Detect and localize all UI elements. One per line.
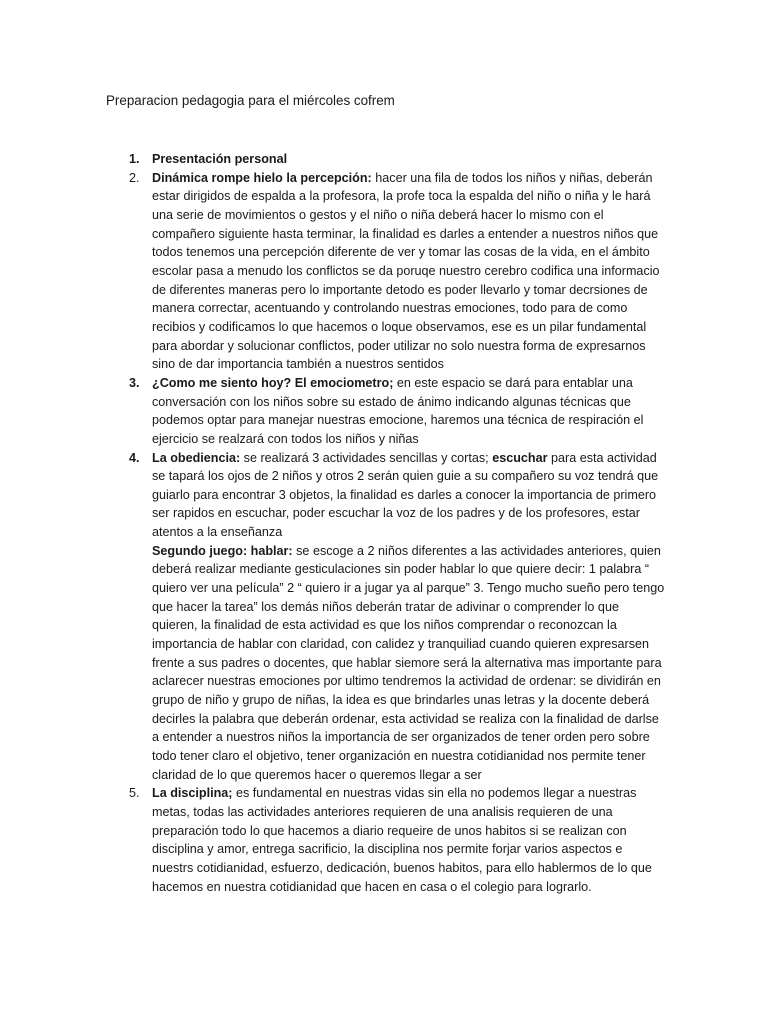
item-text: hacer una fila de todos los niños y niñas, deberán estar dirigidos de espalda a la profesora, la profe toca la espalda del niño o niña y le hará una serie de movimientos o gestos y el niño o niña deberá hacer lo mismo con el compañero siguiente hasta terminar, la finalidad es darles a entender a nuestros niños que todos tenemos una percepción diferente de ver y tomar las cosas de la vida, en el ámbito escolar pasa a menudo los conflictos se da poruqe nuestro cerebro codifica una informacio de diferentes maneras pero lo importante detodo es poder llevarlo y tomar decrsiones de manera correctar, acentuando y controlando nuestras emociones, todo para de como recibios y codificamos lo que hacemos o loque observamos, ese es un pilar fundamental para abordar y solucionar conflictos, poder utilizar no solo nuestra forma de expresarnos sino de dar importancia también a nuestros sentidos <box>152 170 660 372</box>
item-subsection <box>152 542 667 785</box>
activity-list <box>0 150 768 896</box>
subsection-text: se escoge a 2 niños diferentes a las actividades anteriores, quien deberá realizar mediante gesticulaciones sin poder hablar lo que quiere decir: 1 palabra “ quiero ver una película” 2 “ quiero ir a jugar ya al parque” 3. Tengo mucho sueño pero tengo que hacer la tarea” los demás niños deberán tratar de adivinar o comprender lo que quieren, la finalidad de esta actividad es que los niños comprendar o reconozcan la importancia de hablar con claridad, con calidez y tranquiliad cuando quieren expresarsen frente a sus padres o docentes, que hablar siemore será la alternativa mas importante para aclarecer nuestras emociones por ultimo tendremos la actividad de ordenar: se dividirán en grupo de niño y grupo de niñas, la idea es que brindarles unas letras y la docente deberá decirles la palabra que deberán ordenar, esta actividad se realiza con la finalidad de darlse a entender a nuestros niños la importancia de ser organizados de tener orden pero sobre todo tener claro el objetivo, tener organización en nuestra cotidianidad nos permite tener claridad de lo que queremos hacer o queremos llegar a ser <box>152 543 665 782</box>
item-number: 4. <box>129 450 140 465</box>
item-text: es fundamental en nuestras vidas sin ella no podemos llegar a nuestras metas, todas las actividades anteriores requieren de una analisis requieren de una preparación todo lo que hacemos a diario requeire de unos habitos si se realizan con disciplina y amor, entrega sacrificio, la disciplina nos permite forjar varios aspectos e nuestrs cotidianidad, esfuerzo, dedicación, buenos habitos, para ello hablermos de lo que hacemos en nuestra cotidianidad que hacen en casa o el colegio para lograrlo. <box>152 786 652 894</box>
item-number: 3. <box>129 375 140 390</box>
list-item-1 <box>0 150 667 169</box>
subsection-heading: Segundo juego: hablar: <box>152 543 293 558</box>
item-text: para esta actividad se tapará los ojos de 2 niños y otros 2 serán quien guie a su compañero su voz tendrá que guiarlo para encontrar 3 objetos, la finalidad es darles a conocer la importancia de primero ser rapidos en escuchar, poder escuchar la voz de los padres y de los profesores, estar atentos a la enseñanza <box>152 450 659 540</box>
item-keyword: escuchar <box>492 450 548 465</box>
item-number: 5. <box>129 786 140 801</box>
list-item-2 <box>0 169 667 374</box>
item-heading: La obediencia: <box>152 450 241 465</box>
list-item-3 <box>0 374 667 449</box>
item-heading: Presentación personal <box>152 152 288 166</box>
list-item-4 <box>0 449 667 785</box>
document-title: Preparacion pedagogia para el miércoles cofrem <box>106 93 395 108</box>
item-number: 1. <box>129 152 140 166</box>
item-heading: Dinámica rompe hielo la percepción: <box>152 170 372 185</box>
list-item-5 <box>0 784 667 896</box>
item-text: en este espacio se dará para entablar una conversación con los niños sobre su estado de ánimo indicando algunas técnicas que podemos optar para manejar nuestras emocione, haremos una técnica de respiración el ejercicio se realzará con todos los niños y niñas <box>152 375 644 446</box>
item-heading: La disciplina; <box>152 786 233 801</box>
item-number: 2. <box>129 170 140 185</box>
item-text: se realizará 3 actividades sencillas y cortas; <box>240 450 493 465</box>
item-heading: ¿Como me siento hoy? El emociometro; <box>152 375 394 390</box>
